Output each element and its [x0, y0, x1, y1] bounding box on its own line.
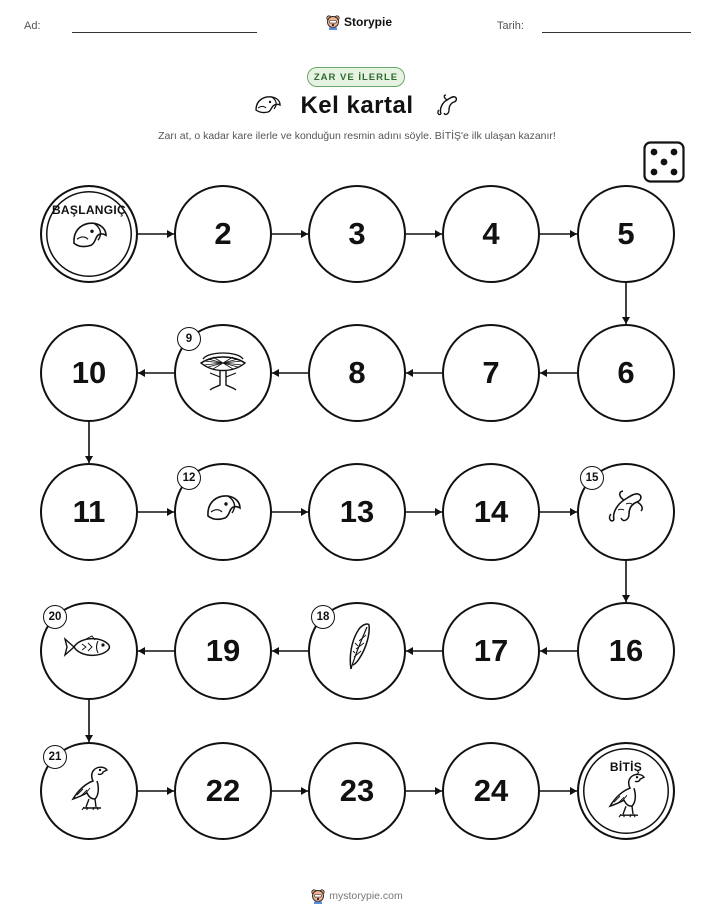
name-label: Ad:: [24, 20, 41, 32]
cell-number: 5: [617, 216, 635, 251]
cell-number: 14: [473, 494, 509, 529]
board-cell: [442, 742, 540, 840]
path-arrow: [272, 230, 308, 238]
cell-number: 19: [205, 633, 241, 668]
talon-icon: [604, 486, 648, 538]
board-cell: [308, 742, 406, 840]
path-arrow: [138, 787, 174, 795]
path-arrow: [406, 369, 442, 377]
date-label: Tarih:: [497, 20, 524, 32]
cell-number: 22: [205, 773, 241, 808]
path-arrow: [272, 369, 308, 377]
board-cell: [308, 324, 406, 422]
path-arrow: [406, 508, 442, 516]
bear-logo-icon: [311, 888, 325, 904]
board-cell: [577, 185, 675, 283]
path-arrow: [622, 283, 630, 324]
path-arrow: [622, 561, 630, 602]
cell-number: 24: [473, 773, 509, 808]
path-arrow: [540, 508, 577, 516]
path-arrow: [540, 787, 577, 795]
start-label: BAŞLANGIÇ: [51, 203, 127, 217]
cell-number-badge: 21: [43, 745, 67, 769]
dice-five-icon[interactable]: [643, 141, 685, 183]
fish-icon: [62, 632, 116, 670]
eagle-icon: [67, 761, 111, 821]
brand-logo: [326, 14, 392, 30]
cell-number: 10: [71, 355, 107, 390]
cell-number: 13: [339, 494, 375, 529]
eagle-head-icon: [69, 217, 109, 261]
path-arrow: [540, 647, 577, 655]
cell-number-badge: 12: [177, 466, 201, 490]
brand-name: Storypie: [344, 15, 393, 29]
board-cell: [174, 602, 272, 700]
path-arrow: [540, 369, 577, 377]
board-cell: [577, 602, 675, 700]
date-line[interactable]: [542, 32, 691, 33]
instructions: Zarı at, o kadar kare ilerle ve konduğun resmin adını söyle. BİTİŞ'e ilk ulaşan kazanır!: [158, 130, 556, 142]
path-arrow: [272, 647, 308, 655]
board-cell: [442, 324, 540, 422]
path-arrow: [406, 787, 442, 795]
path-arrow: [406, 230, 442, 238]
activity-badge: ZAR VE İLERLE: [307, 67, 405, 87]
board-cell: [577, 324, 675, 422]
eagle-head-icon: [203, 490, 243, 534]
feather-icon: [341, 621, 373, 681]
bear-logo-icon: [326, 14, 340, 30]
path-arrow: [138, 508, 174, 516]
footer: [0, 888, 714, 904]
nest-tree-icon: [198, 347, 248, 399]
cell-number: 3: [348, 216, 366, 251]
cell-number: 8: [348, 355, 366, 390]
cell-number: 16: [608, 633, 644, 668]
cell-number-badge: 18: [311, 605, 335, 629]
name-line[interactable]: [72, 32, 257, 33]
path-arrow: [540, 230, 577, 238]
cell-number: 4: [482, 216, 500, 251]
board-cell: [174, 742, 272, 840]
board-cell: [40, 463, 138, 561]
start-cell: [40, 185, 138, 283]
finish-label: BİTİŞ: [609, 760, 643, 774]
cell-number-badge: 15: [580, 466, 604, 490]
path-arrow: [406, 647, 442, 655]
board-cell: [442, 463, 540, 561]
cell-number: 6: [617, 355, 635, 390]
path-arrow: [138, 369, 174, 377]
cell-number: 7: [482, 355, 500, 390]
page-title: Kel kartal: [300, 92, 414, 119]
path-arrow: [138, 230, 174, 238]
board-cell: [442, 185, 540, 283]
cell-number-badge: 9: [177, 327, 201, 351]
path-arrow: [85, 422, 93, 463]
board-cell: [40, 324, 138, 422]
board-cell: [174, 185, 272, 283]
finish-cell: [577, 742, 675, 840]
board-cell: [442, 602, 540, 700]
cell-number: 23: [339, 773, 375, 808]
path-arrow: [138, 647, 174, 655]
talon-icon: [433, 92, 461, 120]
path-arrow: [85, 700, 93, 742]
footer-url[interactable]: mystorypie.com: [329, 890, 403, 902]
path-arrow: [272, 508, 308, 516]
board-cell: [308, 185, 406, 283]
cell-number: 17: [473, 633, 509, 668]
cell-number-badge: 20: [43, 605, 67, 629]
path-arrow: [272, 787, 308, 795]
board-cell: [308, 463, 406, 561]
cell-number: 11: [72, 494, 106, 529]
cell-number: 2: [214, 216, 232, 251]
eagle-icon: [604, 768, 648, 828]
